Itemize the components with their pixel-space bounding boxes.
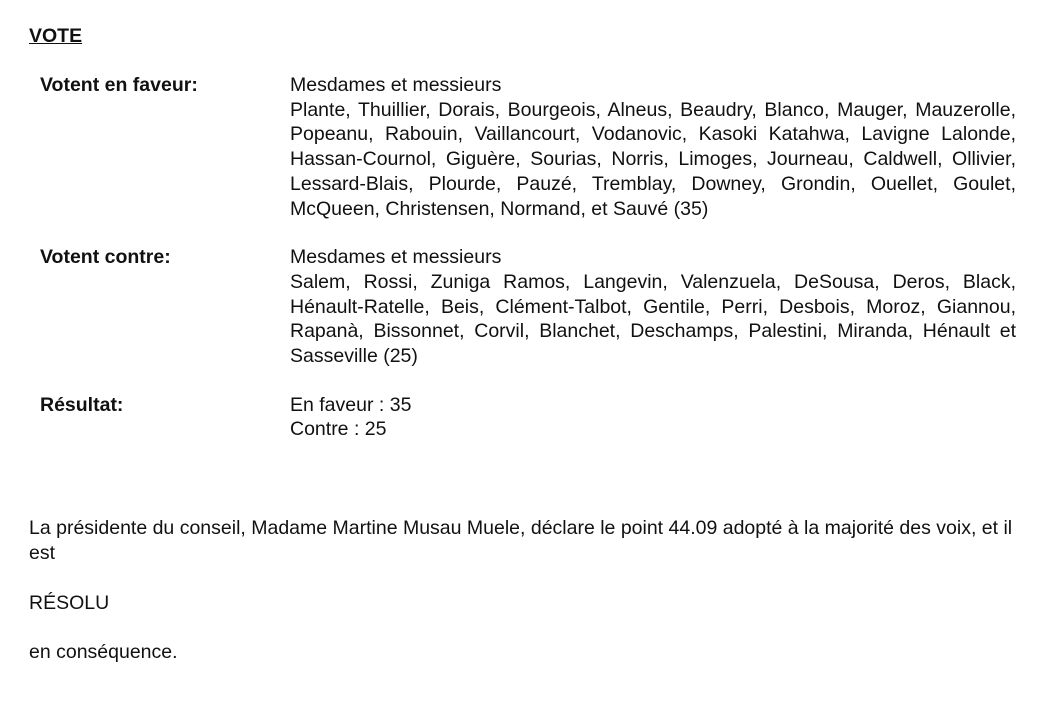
- declaration-paragraph: La présidente du conseil, Madame Martine Musau Muele, déclare le point 44.09 adopté à la majorité des voix, et il est: [29, 517, 1013, 565]
- vote-for-salutation: Mesdames et messieurs: [290, 74, 502, 96]
- resolved-text: RÉSOLU: [29, 592, 110, 615]
- vote-title: VOTE: [29, 25, 83, 47]
- consequence-text: en conséquence.: [29, 641, 178, 664]
- vote-against-label: Votent contre:: [40, 246, 171, 269]
- vote-against-section: [40, 245, 1027, 369]
- vote-result-for: En faveur : 35: [290, 393, 412, 416]
- vote-against-salutation: Mesdames et messieurs: [290, 246, 502, 269]
- vote-for-label: Votent en faveur:: [40, 74, 198, 96]
- vote-against-names: Salem, Rossi, Zuniga Ramos, Langevin, Valenzuela, DeSousa, Deros, Black, Hénault-Ratelle, Beis, Clément-Talbot, Gentile, Perri, Desbois, Moroz, Giannou, Rapanà, Bissonnet, Corvil, Blanchet, Deschamps, Palestini, Miranda, Hénault et Sasseville (25): [290, 270, 1016, 368]
- vote-against-body: [290, 245, 1016, 369]
- document-page: [29, 24, 1027, 665]
- vote-result-against: Contre : 25: [290, 418, 387, 441]
- vote-for-section: [40, 73, 1027, 221]
- vote-for-body: [290, 73, 1016, 221]
- vote-result-section: [40, 393, 1027, 442]
- vote-result-body: [290, 393, 1016, 442]
- vote-for-names: Plante, Thuillier, Dorais, Bourgeois, Alneus, Beaudry, Blanco, Mauger, Mauzerolle, Popeanu, Rabouin, Vaillancourt, Vodanovic, Kasoki Katahwa, Lavigne Lalonde, Hassan-Cournol, Giguère, Sourias, Norris, Limoges, Journeau, Caldwell, Ollivier, Lessard-Blais, Plourde, Pauzé, Tremblay, Downey, Grondin, Ouellet, Goulet, McQueen, Christensen, Normand, et Sauvé (35): [290, 98, 1016, 220]
- vote-result-label: Résultat:: [40, 393, 124, 416]
